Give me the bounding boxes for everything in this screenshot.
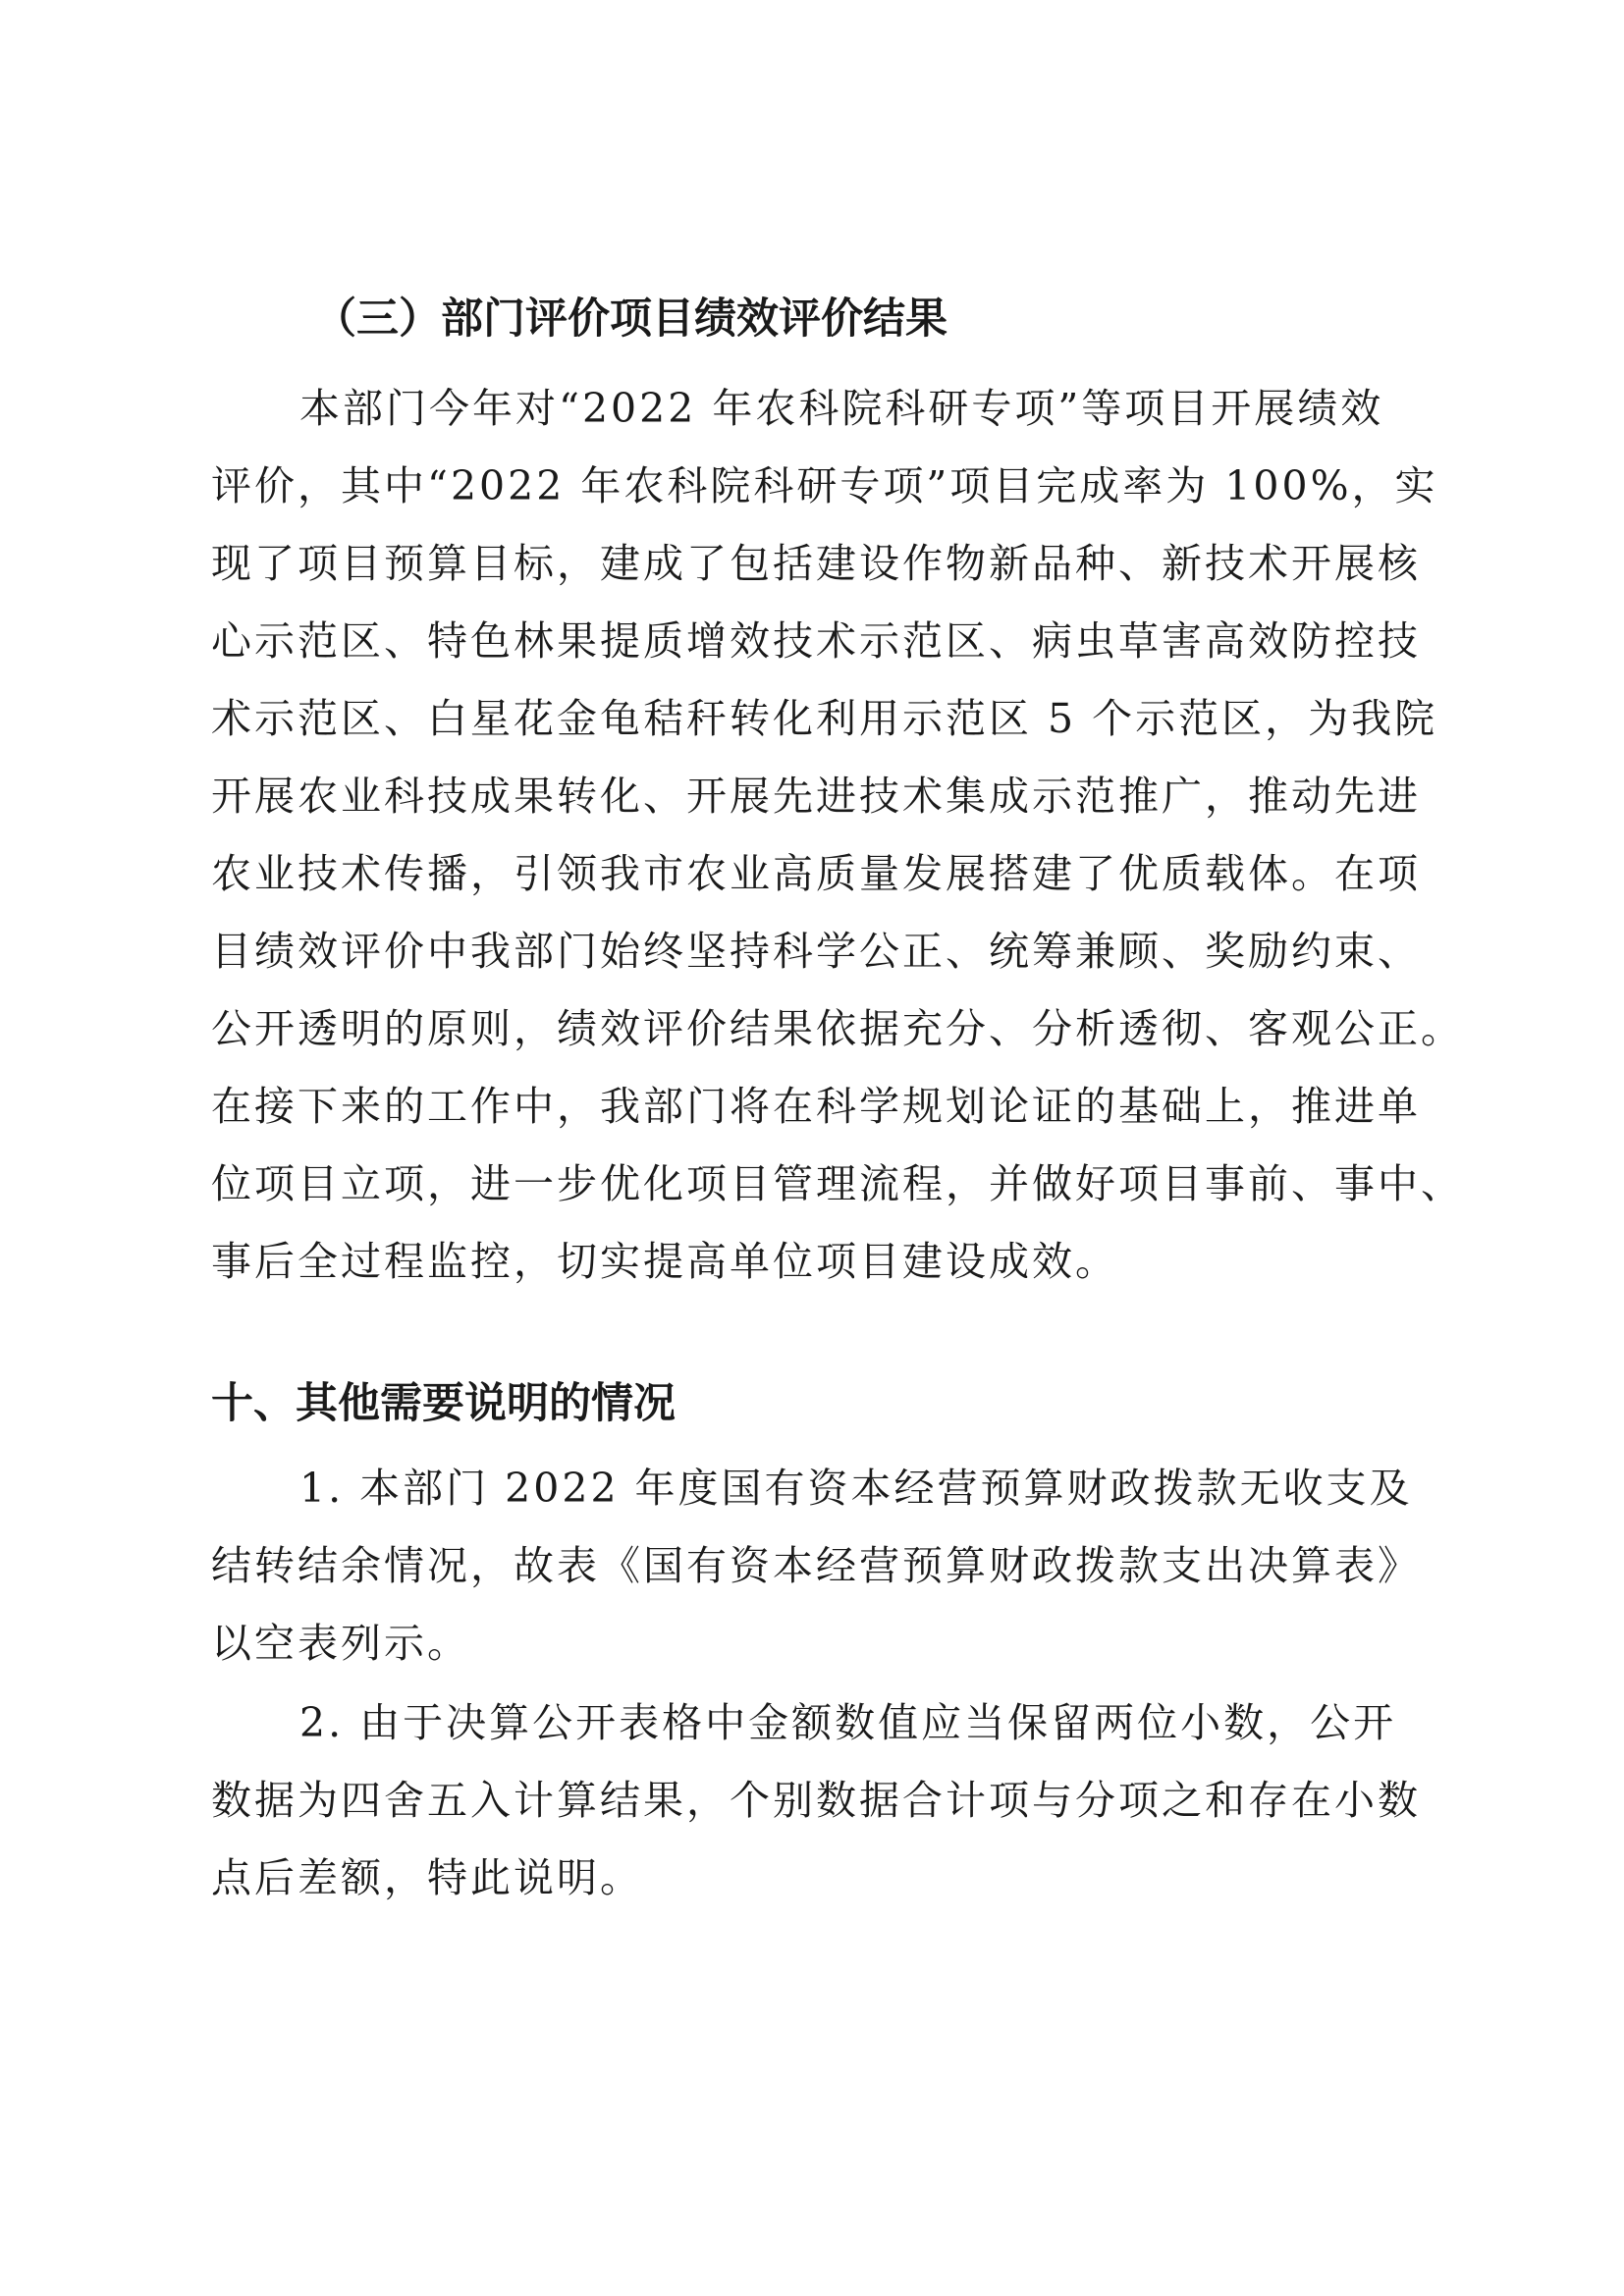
section-3-paragraph — [211, 370, 1464, 1301]
section-3-line-2: 评价，其中“2022 年农科院科研专项”项目完成率为 100%，实 — [211, 462, 1438, 509]
section-3-heading-block — [314, 294, 1522, 346]
section-3-line-12: 事后全过程监控，切实提高单位项目建设成效。 — [211, 1238, 1118, 1285]
section-10-heading-block — [211, 1379, 1419, 1430]
section-3-line-3: 现了项目预算目标，建成了包括建设作物新品种、新技术开展核 — [211, 540, 1421, 587]
section-10-item-1 — [211, 1450, 1419, 1682]
section-3-line-6: 开展农业科技成果转化、开展先进技术集成示范推广，推动先进 — [211, 773, 1421, 820]
item-2-line-1: 2. 由于决算公开表格中金额数值应当保留两位小数，公开 — [299, 1699, 1397, 1746]
section-3-line-9: 公开透明的原则，绩效评价结果依据充分、分析透彻、客观公正。 — [211, 1005, 1464, 1052]
section-3-line-1: 本部门今年对“2022 年农科院科研专项”等项目开展绩效 — [299, 385, 1384, 432]
item-1-line-3: 以空表列示。 — [211, 1620, 470, 1667]
item-1-line-1: 1. 本部门 2022 年度国有资本经营预算财政拨款无收支及 — [299, 1465, 1413, 1512]
section-3-line-5: 术示范区、白星花金龟秸秆转化利用示范区 5 个示范区，为我院 — [211, 695, 1438, 742]
section-3-line-7: 农业技术传播，引领我市农业高质量发展搭建了优质载体。在项 — [211, 850, 1421, 897]
section-3-line-11: 位项目立项，进一步优化项目管理流程，并做好项目事前、事中、 — [211, 1160, 1464, 1207]
item-1-line-2: 结转结余情况，故表《国有资本经营预算财政拨款支出决算表》 — [211, 1542, 1421, 1589]
section-3-heading: （三）部门评价项目绩效评价结果 — [314, 294, 947, 344]
section-10-heading: 十、其他需要说明的情况 — [211, 1379, 676, 1428]
item-2-line-3: 点后差额，特此说明。 — [211, 1854, 643, 1901]
section-3-line-10: 在接下来的工作中，我部门将在科学规划论证的基础上，推进单 — [211, 1083, 1421, 1130]
section-10-item-2 — [211, 1684, 1419, 1917]
section-3-line-8: 目绩效评价中我部门始终坚持科学公正、统筹兼顾、奖励约束、 — [211, 928, 1421, 975]
item-2-line-2: 数据为四舍五入计算结果，个别数据合计项与分项之和存在小数 — [211, 1777, 1421, 1824]
section-3-line-4: 心示范区、特色林果提质增效技术示范区、病虫草害高效防控技 — [211, 617, 1421, 665]
